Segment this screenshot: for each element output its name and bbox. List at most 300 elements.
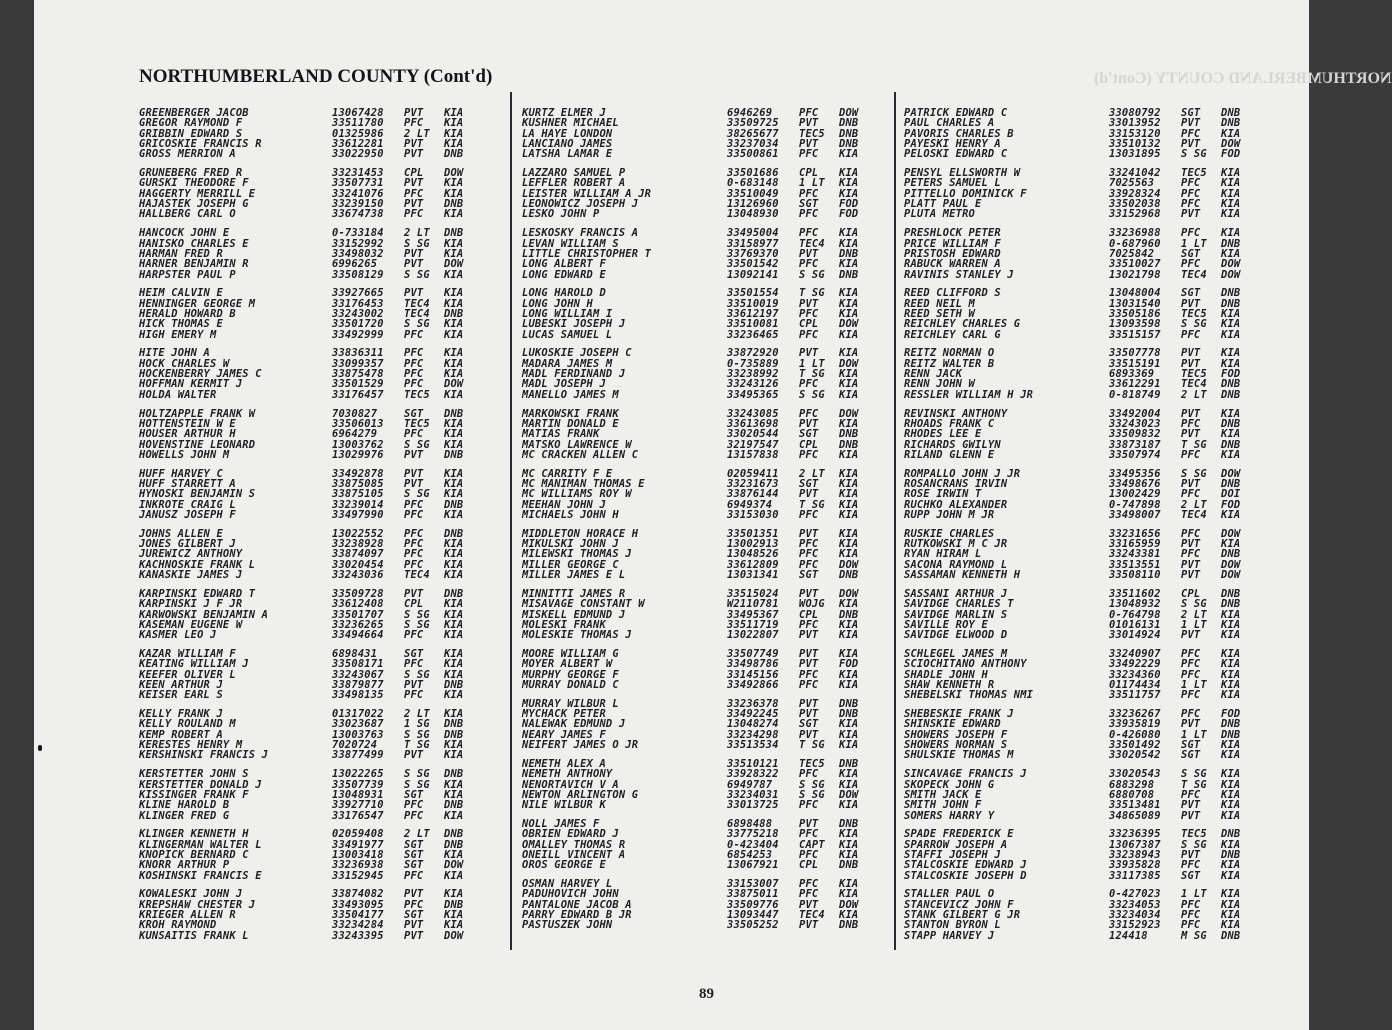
entry-serial-number: 33176547 [332, 809, 384, 822]
entry-rank: PFC [404, 328, 424, 341]
entry-rank: PFC [799, 618, 819, 631]
entry-serial-number: 02059411 [727, 467, 779, 480]
entry-rank: S SG [799, 778, 825, 791]
entry-status: DNB [1221, 598, 1241, 611]
entry-serial-number: 33243381 [1109, 548, 1161, 561]
entry-status: KIA [444, 849, 464, 861]
entry-status: KIA [839, 838, 859, 851]
entry-name: LITTLE CHRISTOPHER T [522, 247, 652, 260]
entry-name: KLINE HAROLD B [139, 799, 230, 812]
entry-status: KIA [1221, 739, 1241, 752]
entry-name: LONG WILLIAM I [522, 308, 613, 321]
entry-name: SASSAMAN KENNETH H [904, 569, 1021, 582]
entry-name: NENORTAVICH V A [522, 778, 619, 791]
entry-name: SACONA RAYMOND L [904, 558, 1008, 571]
roster-entry [522, 920, 887, 930]
entry-name: OBRIEN EDWARD J [522, 828, 619, 841]
roster-group [522, 348, 887, 400]
entry-rank: SGT [404, 407, 424, 420]
entry-status: KIA [444, 177, 464, 190]
entry-status: DNB [1221, 548, 1241, 561]
entry-rank: PFC [404, 428, 424, 441]
entry-rank: PFC [799, 878, 819, 891]
entry-name: KNORR ARTHUR P [139, 859, 230, 872]
entry-name: LESKO JOHN P [522, 208, 600, 221]
entry-name: REED NEIL M [904, 297, 976, 310]
entry-serial-number: 33498786 [727, 658, 779, 671]
entry-status: KIA [839, 768, 859, 781]
entry-rank: PFC [404, 378, 424, 391]
entry-status: KIA [444, 538, 464, 551]
entry-serial-number: 0-818749 [1109, 388, 1161, 401]
entry-rank: PFC [1181, 488, 1201, 501]
entry-status: KIA [1221, 227, 1241, 240]
entry-name: SHAW KENNETH R [904, 679, 995, 692]
roster-entry [522, 800, 887, 810]
entry-rank: SGT [799, 428, 819, 441]
roster-entry [522, 228, 887, 238]
entry-serial-number: 33498032 [332, 247, 384, 260]
entry-status: KIA [444, 287, 464, 300]
entry-serial-number: 33874097 [332, 548, 384, 561]
entry-status: KIA [444, 509, 464, 522]
entry-status: DNB [444, 728, 464, 741]
roster-entry [904, 570, 1274, 580]
entry-name: HERALD HOWARD B [139, 308, 236, 321]
entry-status: DOW [839, 318, 859, 331]
entry-rank: S SG [404, 268, 430, 281]
roster-entry [139, 390, 484, 400]
roster-entry [139, 690, 484, 700]
entry-serial-number: 33241076 [332, 187, 384, 200]
entry-serial-number: 33875105 [332, 488, 384, 501]
entry-name: MOLESKIE THOMAS J [522, 629, 632, 642]
roster-group [139, 168, 484, 220]
entry-serial-number: 33239150 [332, 198, 384, 211]
entry-rank: 1 LT [1181, 888, 1207, 901]
entry-rank: PFC [799, 679, 819, 692]
entry-status: DNB [1221, 849, 1241, 861]
entry-status: DOW [1221, 527, 1241, 540]
entry-status: DNB [1221, 828, 1241, 841]
entry-rank: PFC [1181, 668, 1201, 681]
entry-name: KEEFER OLIVER L [139, 668, 236, 681]
entry-rank: PVT [404, 448, 424, 461]
entry-rank: PFC [404, 208, 424, 221]
entry-rank: T SG [799, 368, 825, 381]
roster-group [904, 889, 1274, 941]
entry-status: KIA [444, 788, 464, 801]
entry-name: KREPSHAW CHESTER J [139, 898, 256, 911]
entry-rank: PVT [799, 527, 819, 540]
entry-rank: 1 LT [1181, 679, 1207, 692]
entry-serial-number: 33236265 [332, 618, 384, 631]
entry-name: MC CRACKEN ALLEN C [522, 448, 639, 461]
entry-rank: TEC4 [1181, 268, 1207, 281]
entry-serial-number: 33501542 [727, 258, 779, 271]
entry-rank: S SG [799, 788, 825, 801]
entry-status: KIA [839, 187, 859, 200]
entry-rank: PFC [404, 117, 424, 130]
entry-serial-number: 33165959 [1109, 538, 1161, 551]
entry-rank: PVT [1181, 428, 1201, 441]
entry-serial-number: 33080792 [1109, 107, 1161, 119]
entry-name: RYAN HIRAM L [904, 548, 982, 561]
entry-serial-number: 33510132 [1109, 138, 1161, 151]
entry-status: KIA [839, 308, 859, 321]
entry-rank: PVT [799, 817, 819, 830]
roster-group [139, 769, 484, 821]
entry-rank: TEC4 [1181, 378, 1207, 391]
entry-serial-number: 33505252 [727, 919, 779, 932]
entry-status: KIA [1221, 778, 1241, 791]
entry-rank: S SG [1181, 318, 1207, 331]
entry-name: RUPP JOHN M JR [904, 509, 995, 522]
entry-serial-number: 33775218 [727, 828, 779, 841]
roster-entry [139, 228, 484, 238]
entry-name: MILEWSKI THOMAS J [522, 548, 632, 561]
entry-name: PAVORIS CHARLES B [904, 127, 1014, 140]
entry-status: KIA [444, 357, 464, 370]
entry-name: RESSLER WILLIAM H JR [904, 388, 1034, 401]
entry-status: KIA [839, 828, 859, 841]
entry-serial-number: 33507731 [332, 177, 384, 190]
entry-name: RENN JACK [904, 368, 963, 381]
entry-name: KLINGER KENNETH H [139, 828, 249, 841]
entry-name: HUFF STARRETT A [139, 478, 236, 490]
entry-status: KIA [1221, 668, 1241, 681]
entry-serial-number: 33510027 [1109, 258, 1161, 271]
entry-serial-number: 33508129 [332, 268, 384, 281]
entry-name: HAGGERTY MERRILL E [139, 187, 256, 200]
entry-serial-number: 13093598 [1109, 318, 1161, 331]
entry-name: GRUNEBERG FRED R [139, 167, 243, 180]
entry-status: DOW [839, 898, 859, 911]
entry-name: MIDDLETON HORACE H [522, 527, 639, 540]
entry-rank: PFC [1181, 198, 1201, 211]
entry-status: DNB [839, 569, 859, 582]
entry-status: DNB [839, 268, 859, 281]
roster-entry [904, 390, 1274, 400]
entry-serial-number: 13067428 [332, 107, 384, 119]
entry-serial-number: 33876144 [727, 488, 779, 501]
entry-serial-number: 33495365 [727, 388, 779, 401]
entry-status: KIA [444, 328, 464, 341]
entry-name: HALLBERG CARL O [139, 208, 236, 221]
entry-rank: PVT [799, 117, 819, 130]
entry-status: KIA [444, 388, 464, 401]
entry-name: OMALLEY THOMAS R [522, 838, 626, 851]
entry-name: STALCOSKIE JOSEPH D [904, 869, 1027, 882]
entry-status: DNB [1221, 117, 1241, 130]
entry-rank: S SG [404, 768, 430, 781]
entry-serial-number: 13031540 [1109, 297, 1161, 310]
entry-rank: TEC4 [404, 569, 430, 582]
entry-rank: 1 SG [404, 718, 430, 731]
entry-name: MADL FERDINAND J [522, 368, 626, 381]
entry-status: KIA [444, 909, 464, 922]
entry-serial-number: 13048931 [332, 788, 384, 801]
entry-status: KIA [1221, 347, 1241, 360]
entry-rank: SGT [799, 718, 819, 731]
entry-rank: PFC [799, 888, 819, 901]
entry-rank: PFC [404, 368, 424, 381]
entry-name: KROH RAYMOND [139, 919, 217, 932]
entry-rank: PVT [799, 587, 819, 600]
entry-status: KIA [444, 297, 464, 310]
roster-entry [522, 330, 887, 340]
entry-rank: PFC [799, 187, 819, 200]
entry-name: SHOWERS NORMAN S [904, 739, 1008, 752]
entry-serial-number: 33117385 [1109, 869, 1161, 882]
entry-name: KNOPICK BERNARD C [139, 849, 249, 861]
entry-status: KIA [1221, 909, 1241, 922]
entry-status: KIA [444, 318, 464, 331]
entry-status: DOW [444, 167, 464, 180]
entry-status: DNB [1221, 929, 1241, 942]
entry-status: DNB [1221, 378, 1241, 391]
entry-status: DNB [1221, 107, 1241, 119]
entry-serial-number: 6883298 [1109, 778, 1155, 791]
entry-name: PASTUSZEK JOHN [522, 919, 613, 932]
entry-status: DNB [444, 148, 464, 161]
page-number: 89 [699, 986, 714, 1002]
entry-serial-number: 33507974 [1109, 448, 1161, 461]
entry-rank: 1 LT [1181, 618, 1207, 631]
entry-status: KIA [1221, 428, 1241, 441]
roster-column-3 [904, 108, 1274, 950]
entry-serial-number: 33153120 [1109, 127, 1161, 140]
entry-serial-number: 13003763 [332, 728, 384, 741]
entry-name: MADARA JAMES M [522, 357, 613, 370]
entry-serial-number: 33234034 [1109, 909, 1161, 922]
entry-name: STAPP HARVEY J [904, 929, 995, 942]
entry-rank: PVT [799, 658, 819, 671]
entry-rank: T SG [1181, 778, 1207, 791]
roster-entry [139, 871, 484, 881]
entry-name: KERSHINSKI FRANCIS J [139, 749, 269, 762]
entry-status: DNB [1221, 388, 1241, 401]
entry-rank: PVT [1181, 718, 1201, 731]
entry-name: GRICOSKIE FRANCIS R [139, 138, 262, 151]
entry-name: MURRAY WILBUR L [522, 697, 619, 710]
entry-status: KIA [1221, 618, 1241, 631]
roster-group [139, 709, 484, 761]
roster-group [139, 469, 484, 521]
entry-rank: 2 LT [799, 467, 825, 480]
page-title: NORTHUMBERLAND COUNTY (Cont'd) [139, 66, 493, 87]
entry-status: FOD [839, 208, 859, 221]
entry-rank: PVT [1181, 138, 1201, 151]
entry-rank: PVT [799, 488, 819, 501]
entry-status: KIA [444, 618, 464, 631]
roster-group [139, 348, 484, 400]
entry-serial-number: 33243036 [332, 569, 384, 582]
entry-serial-number: 0-747898 [1109, 498, 1161, 511]
entry-serial-number: 33152968 [1109, 208, 1161, 221]
entry-status: DNB [839, 817, 859, 830]
entry-name: STAFFI JOSEPH J [904, 849, 1001, 861]
roster-entry [139, 330, 484, 340]
entry-rank: SGT [799, 198, 819, 211]
entry-serial-number: 33612291 [1109, 378, 1161, 391]
entry-status: DNB [1221, 438, 1241, 451]
entry-serial-number: 33872920 [727, 347, 779, 360]
entry-name: PITTELLO DOMINICK F [904, 187, 1027, 200]
entry-serial-number: 33501529 [332, 378, 384, 391]
entry-status: KIA [444, 247, 464, 260]
entry-status: DNB [444, 679, 464, 692]
entry-serial-number: 33236465 [727, 328, 779, 341]
entry-serial-number: 01016131 [1109, 618, 1161, 631]
entry-status: KIA [444, 558, 464, 571]
entry-name: RUSKIE CHARLES [904, 527, 995, 540]
entry-serial-number: 33877499 [332, 749, 384, 762]
roster-entry [904, 270, 1274, 280]
entry-name: SCIOCHITANO ANTHONY [904, 658, 1027, 671]
entry-status: KIA [839, 909, 859, 922]
entry-rank: PVT [404, 888, 424, 901]
entry-rank: 1 LT [799, 357, 825, 370]
entry-serial-number: 33928324 [1109, 187, 1161, 200]
entry-status: KIA [839, 878, 859, 891]
entry-rank: 1 LT [1181, 728, 1207, 741]
entry-serial-number: 0-735889 [727, 357, 779, 370]
entry-status: KIA [839, 368, 859, 381]
entry-name: LEISTER WILLIAM A JR [522, 187, 652, 200]
entry-rank: PVT [799, 417, 819, 430]
entry-status: KIA [444, 708, 464, 721]
entry-name: SINCAVAGE FRANCIS J [904, 768, 1027, 781]
entry-rank: PFC [1181, 548, 1201, 561]
entry-rank: TEC4 [799, 237, 825, 250]
entry-status: KIA [839, 177, 859, 190]
entry-status: DOW [1221, 138, 1241, 151]
entry-rank: PVT [404, 198, 424, 211]
entry-name: MURRAY DONALD C [522, 679, 619, 692]
entry-status: DNB [1221, 297, 1241, 310]
entry-rank: TEC5 [1181, 828, 1207, 841]
entry-status: DNB [444, 799, 464, 812]
entry-rank: SGT [404, 849, 424, 861]
entry-name: HARPSTER PAUL P [139, 268, 236, 281]
entry-rank: PVT [1181, 208, 1201, 221]
entry-serial-number: 33243395 [332, 929, 384, 942]
entry-serial-number: 33153007 [727, 878, 779, 891]
roster-group [904, 709, 1274, 761]
entry-serial-number: 6898488 [727, 817, 773, 830]
roster-entry [139, 149, 484, 159]
entry-rank: 2 LT [1181, 498, 1207, 511]
entry-status: KIA [444, 548, 464, 561]
entry-name: JANUSZ JOSEPH F [139, 509, 236, 522]
entry-status: DNB [1221, 718, 1241, 731]
entry-rank: S SG [404, 618, 430, 631]
roster-group [904, 529, 1274, 581]
roster-group [139, 108, 484, 160]
roster-group [522, 168, 887, 220]
roster-entry [904, 330, 1274, 340]
entry-name: SCHLEGEL JAMES M [904, 647, 1008, 660]
entry-name: HOVENSTINE LEONARD [139, 438, 256, 451]
entry-name: MC CARRITY F E [522, 467, 613, 480]
entry-rank: SGT [799, 569, 819, 582]
entry-name: STALLER PAUL O [904, 888, 995, 901]
roster-entry [904, 931, 1274, 941]
roster-group [904, 469, 1274, 521]
entry-status: DOW [1221, 569, 1241, 582]
entry-serial-number: 33498676 [1109, 478, 1161, 490]
entry-status: KIA [1221, 247, 1241, 260]
entry-name: NEIFERT JAMES O JR [522, 739, 639, 752]
entry-name: LONG EDWARD E [522, 268, 606, 281]
entry-serial-number: 33243002 [332, 308, 384, 321]
entry-serial-number: 33238992 [727, 368, 779, 381]
entry-name: MANELLO JAMES M [522, 388, 619, 401]
entry-serial-number: 13003762 [332, 438, 384, 451]
entry-name: ROSANCRANS IRVIN [904, 478, 1008, 490]
entry-rank: TEC4 [404, 297, 430, 310]
entry-serial-number: 33234031 [727, 788, 779, 801]
entry-status: KIA [839, 467, 859, 480]
entry-status: KIA [444, 629, 464, 642]
roster-group [139, 529, 484, 581]
entry-serial-number: 33875478 [332, 368, 384, 381]
entry-name: LEFFLER ROBERT A [522, 177, 626, 190]
entry-rank: PFC [799, 799, 819, 812]
entry-status: DOW [839, 357, 859, 370]
entry-serial-number: 33234284 [332, 919, 384, 932]
entry-serial-number: 7025563 [1109, 177, 1155, 190]
entry-status: DNB [444, 198, 464, 211]
entry-status: KIA [444, 919, 464, 932]
roster-entry [522, 769, 887, 779]
entry-rank: S SG [799, 388, 825, 401]
entry-name: SKOPECK JOHN G [904, 778, 995, 791]
entry-name: KOWALESKI JOHN J [139, 888, 243, 901]
entry-status: KIA [444, 809, 464, 822]
entry-serial-number: 13003418 [332, 849, 384, 861]
entry-rank: PFC [404, 498, 424, 511]
entry-serial-number: 33492999 [332, 328, 384, 341]
entry-name: JOHNS ALLEN E [139, 527, 223, 540]
entry-status: KIA [839, 668, 859, 681]
entry-status: KIA [1221, 127, 1241, 140]
entry-serial-number: 13067921 [727, 859, 779, 872]
entry-rank: PVT [799, 728, 819, 741]
entry-rank: TEC5 [404, 417, 430, 430]
entry-name: LUKOSKIE JOSEPH C [522, 347, 632, 360]
entry-serial-number: 33613698 [727, 417, 779, 430]
entry-status: KIA [839, 237, 859, 250]
entry-serial-number: 6964279 [332, 428, 378, 441]
entry-name: REVINSKI ANTHONY [904, 407, 1008, 420]
entry-rank: PVT [1181, 347, 1201, 360]
entry-rank: S SG [404, 237, 430, 250]
entry-rank: PVT [1181, 297, 1201, 310]
entry-name: HICK THOMAS E [139, 318, 223, 331]
entry-name: PENSYL ELLSWORTH W [904, 167, 1021, 180]
entry-serial-number: 33176453 [332, 297, 384, 310]
entry-name: HUFF HARVEY C [139, 467, 223, 480]
entry-status: DNB [1221, 287, 1241, 300]
entry-status: DNB [839, 757, 859, 770]
entry-status: DNB [839, 919, 859, 932]
entry-name: RILAND GLENN E [904, 448, 995, 461]
entry-serial-number: 13022265 [332, 768, 384, 781]
entry-serial-number: 33879877 [332, 679, 384, 692]
entry-serial-number: 33236267 [1109, 708, 1161, 721]
